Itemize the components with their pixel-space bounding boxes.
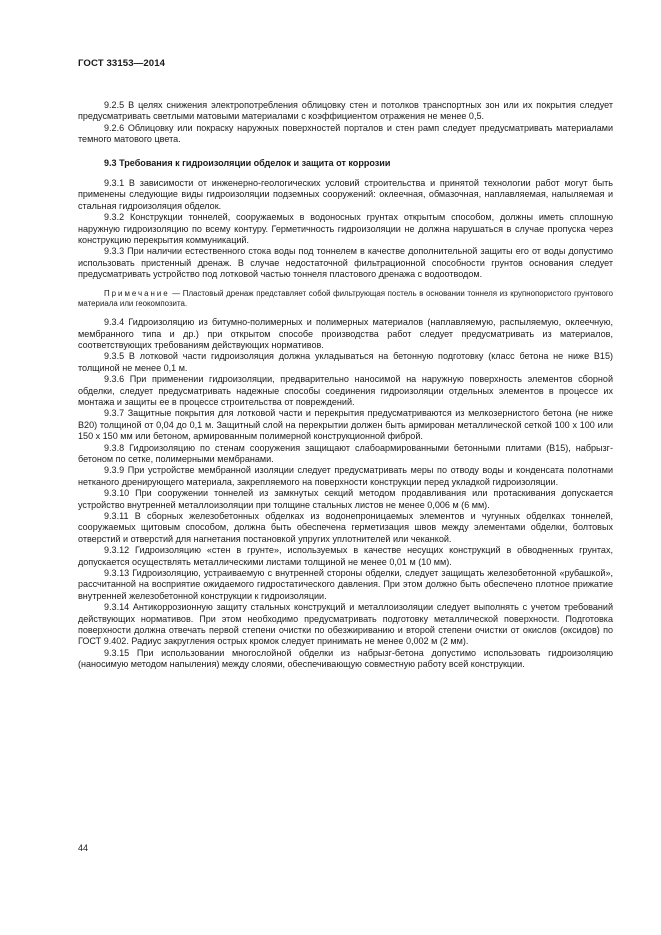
paragraph-9-3-2: 9.3.2 Конструкции тоннелей, сооружаемых в водоносных грунтах открытым способом, должны иметь сплошную наружную гидроизоляцию по всему контуру. Герметичность гидроизоляции не должна нарушаться в случае пропуска через конструкцию перекрытия коммуникаций. [78,212,613,246]
paragraph-9-3-12: 9.3.12 Гидроизоляцию «стен в грунте», используемых в качестве несущих конструкций в обводненных грунтах, допускается осуществлять металлическими листами толщиной не менее 0,01 м (10 мм). [78,545,613,567]
spacer [78,281,613,289]
note-label: Примечание [104,288,170,298]
paragraph-9-3-7: 9.3.7 Защитные покрытия для лотковой части и перекрытия предусматриваются из мелкозернистого бетона (не ниже В20) толщиной от 0,04 до 0,1 м. Защитный слой на перекрытии должен быть армирован металлической сеткой 100 х 100 или 150 х 150 мм или бетоном, армированным полимерной конструкционной фиброй. [78,408,613,442]
paragraph-9-3-10: 9.3.10 При сооружении тоннелей из замкнутых секций методом продавливания или протаскивания допускается устройство внутренней металлоизоляции при толщине стальных листов не менее 0,006 м (6 мм). [78,488,613,510]
paragraph-9-3-4: 9.3.4 Гидроизоляцию из битумно-полимерных и полимерных материалов (наплавляемую, распыляемую, оклеечную, мембранного типа и др.) при открытом способе производства работ следует предусматривать из материалов, соответствующих требованиям действующих нормативов. [78,317,613,350]
paragraph-9-2-6: 9.2.6 Облицовку или покраску наружных поверхностей порталов и стен рамп следует предусматривать материалами темного матового цвета. [78,122,613,145]
paragraph-9-3-15: 9.3.15 При использовании многослойной обделки из набрызг-бетона допустимо использовать гидроизоляцию (наносимую методом напыления) между слоями, обеспечивающую совместную работу всей конструкции. [78,647,613,670]
paragraph-9-3-13: 9.3.13 Гидроизоляцию, устраиваемую с внутренней стороны обделки, следует защищать железобетонной «рубашкой», рассчитанной на восприятие ожидаемого гидростатического давления. При этом должно быть обеспечено плотное прижатие внутренней железобетонной конструкции к гидроизоляции. [78,568,613,601]
document-header: ГОСТ 33153—2014 [78,58,166,69]
paragraph-9-3-8: 9.3.8 Гидроизоляцию по стенам сооружения защищают слабоармированными бетонными плитами (В15), набрызг-бетоном по сетке, полимерными мембранами. [78,442,613,464]
paragraph-9-3-5: 9.3.5 В лотковой части гидроизоляция должна укладываться на бетонную подготовку (класс бетона не ниже В15) толщиной не менее 0,1 м. [78,351,613,373]
page-number: 44 [78,843,89,853]
paragraph-9-3-1: 9.3.1 В зависимости от инженерно-геологических условий строительства и принятой технологии работ могут быть применены следующие виды гидроизоляции подземных сооружений: оклеечная, обмазочная, наплавляемая, напыляемая и стальная гидроизоляция обделок. [78,178,613,211]
paragraph-9-3-6: 9.3.6 При применении гидроизоляции, предварительно наносимой на наружную поверхность элементов сборной обделки, следует предусматривать надежные способы соединения гидроизоляции отдельных элементов в процессе их монтажа и защиты ее в процессе строительства от повреждений. [78,374,613,407]
document-body [78,100,613,671]
spacer [78,309,613,317]
paragraph-9-2-5: 9.2.5 В целях снижения электропотребления облицовку стен и потолков транспортных зон или их покрытия следует предусматривать светлыми матовыми материалами с коэффициентом отражения не менее 0,5. [78,100,613,122]
section-title-9-3: 9.3 Требования к гидроизоляции обделок и защита от коррозии [104,157,391,168]
paragraph-9-3-9: 9.3.9 При устройстве мембранной изоляции следует предусматривать меры по отводу воды и конденсата полотнами нетканого дренирующего материала, закрепляемого на поверхности конструкции перед укладкой гидроизоляции. [78,465,613,487]
paragraph-9-3-11: 9.3.11 В сборных железобетонных обделках из водонепроницаемых элементов и чугунных обделках тоннелей, сооружаемых щитовым способом, должна быть обеспечена герметизация швов между элементами обделки, болтовых отверстий и отверстий для нагнетания постановкой упругих уплотнителей или чеканкой. [78,511,613,544]
note-text: — Пластовый дренаж представляет собой фильтрующая постель в основании тоннеля из крупнопористого грунтового материала или геокомпозита. [78,288,613,308]
paragraph-9-3-3: 9.3.3 При наличии естественного стока воды под тоннелем в качестве дополнительной защиты его от воды допустимо использовать пристенный дренаж. В случае недостаточной фильтрационной способности грунтов основания следует предусматривать устройство под лотковой частью тоннеля пластового дренажа с водоотводом. [78,246,613,280]
paragraph-9-3-14: 9.3.14 Антикоррозионную защиту стальных конструкций и металлоизоляции следует выполнять с учетом требований действующих нормативов. При этом необходимо предусматривать подготовку металлической поверхности. Подготовка поверхности должна отвечать первой степени очистки по обезжириванию и второй степени очистки от окислов (оксидов) по ГОСТ 9.402. Радиус закругления острых кромок следует принимать не менее 0,002 м (2 мм). [78,602,613,647]
note [78,289,613,309]
